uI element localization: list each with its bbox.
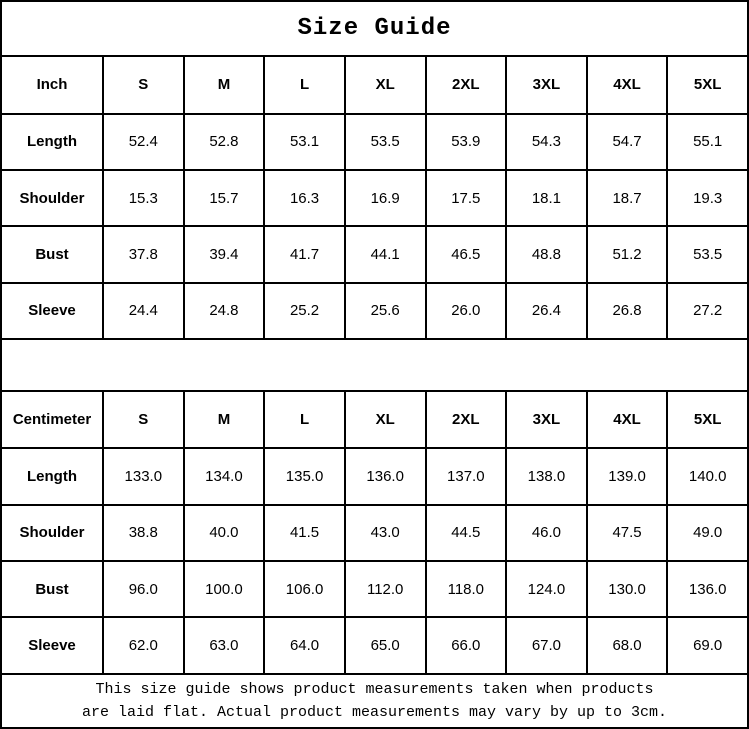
size-column-header: M bbox=[184, 391, 265, 448]
inch-header-row bbox=[1, 56, 748, 113]
inch-length-row bbox=[1, 114, 748, 170]
measurement-value: 112.0 bbox=[345, 561, 426, 617]
measurement-value: 139.0 bbox=[587, 448, 668, 504]
spacer-cell bbox=[1, 339, 748, 391]
measurement-value: 25.6 bbox=[345, 283, 426, 339]
measurement-value: 27.2 bbox=[667, 283, 748, 339]
measurement-value: 51.2 bbox=[587, 226, 668, 282]
measurement-value: 140.0 bbox=[667, 448, 748, 504]
measurement-label: Bust bbox=[1, 561, 103, 617]
measurement-value: 26.0 bbox=[426, 283, 507, 339]
footer-note-line1: This size guide shows product measurements taken when products bbox=[95, 680, 654, 698]
size-column-header: L bbox=[264, 391, 345, 448]
measurement-value: 53.1 bbox=[264, 114, 345, 170]
measurement-value: 53.9 bbox=[426, 114, 507, 170]
measurement-value: 26.4 bbox=[506, 283, 587, 339]
measurement-label: Length bbox=[1, 114, 103, 170]
measurement-value: 26.8 bbox=[587, 283, 668, 339]
measurement-value: 53.5 bbox=[667, 226, 748, 282]
measurement-value: 41.5 bbox=[264, 505, 345, 561]
inch-sleeve-row bbox=[1, 283, 748, 339]
measurement-value: 49.0 bbox=[667, 505, 748, 561]
measurement-label: Shoulder bbox=[1, 170, 103, 226]
size-column-header: XL bbox=[345, 56, 426, 113]
size-column-header: 5XL bbox=[667, 56, 748, 113]
measurement-value: 43.0 bbox=[345, 505, 426, 561]
measurement-label: Shoulder bbox=[1, 505, 103, 561]
measurement-value: 52.4 bbox=[103, 114, 184, 170]
measurement-value: 133.0 bbox=[103, 448, 184, 504]
measurement-value: 66.0 bbox=[426, 617, 507, 673]
size-column-header: S bbox=[103, 391, 184, 448]
size-column-header: 4XL bbox=[587, 391, 668, 448]
measurement-value: 69.0 bbox=[667, 617, 748, 673]
measurement-value: 62.0 bbox=[103, 617, 184, 673]
measurement-value: 18.1 bbox=[506, 170, 587, 226]
measurement-label: Length bbox=[1, 448, 103, 504]
size-column-header: M bbox=[184, 56, 265, 113]
inch-unit-header: Inch bbox=[1, 56, 103, 113]
measurement-value: 136.0 bbox=[667, 561, 748, 617]
cm-shoulder-row bbox=[1, 505, 748, 561]
measurement-value: 39.4 bbox=[184, 226, 265, 282]
size-column-header: 2XL bbox=[426, 56, 507, 113]
measurement-value: 53.5 bbox=[345, 114, 426, 170]
measurement-value: 130.0 bbox=[587, 561, 668, 617]
measurement-value: 136.0 bbox=[345, 448, 426, 504]
measurement-value: 65.0 bbox=[345, 617, 426, 673]
cm-bust-row bbox=[1, 561, 748, 617]
size-column-header: S bbox=[103, 56, 184, 113]
measurement-label: Sleeve bbox=[1, 617, 103, 673]
inch-bust-row bbox=[1, 226, 748, 282]
measurement-value: 118.0 bbox=[426, 561, 507, 617]
measurement-value: 24.4 bbox=[103, 283, 184, 339]
measurement-value: 41.7 bbox=[264, 226, 345, 282]
measurement-value: 15.7 bbox=[184, 170, 265, 226]
measurement-value: 46.0 bbox=[506, 505, 587, 561]
measurement-value: 17.5 bbox=[426, 170, 507, 226]
cm-length-row bbox=[1, 448, 748, 504]
measurement-value: 16.9 bbox=[345, 170, 426, 226]
measurement-value: 15.3 bbox=[103, 170, 184, 226]
measurement-value: 18.7 bbox=[587, 170, 668, 226]
measurement-value: 54.3 bbox=[506, 114, 587, 170]
measurement-value: 68.0 bbox=[587, 617, 668, 673]
size-column-header: L bbox=[264, 56, 345, 113]
measurement-value: 48.8 bbox=[506, 226, 587, 282]
size-column-header: 4XL bbox=[587, 56, 668, 113]
measurement-value: 40.0 bbox=[184, 505, 265, 561]
measurement-value: 19.3 bbox=[667, 170, 748, 226]
cm-unit-header: Centimeter bbox=[1, 391, 103, 448]
footer-note bbox=[1, 674, 748, 728]
measurement-label: Bust bbox=[1, 226, 103, 282]
inch-shoulder-row bbox=[1, 170, 748, 226]
size-column-header: 3XL bbox=[506, 56, 587, 113]
measurement-value: 134.0 bbox=[184, 448, 265, 504]
spacer-row bbox=[1, 339, 748, 391]
measurement-value: 124.0 bbox=[506, 561, 587, 617]
measurement-value: 137.0 bbox=[426, 448, 507, 504]
measurement-value: 16.3 bbox=[264, 170, 345, 226]
footer-row bbox=[1, 674, 748, 728]
measurement-value: 55.1 bbox=[667, 114, 748, 170]
measurement-value: 100.0 bbox=[184, 561, 265, 617]
page-title: Size Guide bbox=[1, 1, 748, 56]
measurement-value: 46.5 bbox=[426, 226, 507, 282]
size-column-header: 2XL bbox=[426, 391, 507, 448]
cm-header-row bbox=[1, 391, 748, 448]
measurement-value: 47.5 bbox=[587, 505, 668, 561]
size-column-header: XL bbox=[345, 391, 426, 448]
measurement-value: 54.7 bbox=[587, 114, 668, 170]
measurement-label: Sleeve bbox=[1, 283, 103, 339]
measurement-value: 25.2 bbox=[264, 283, 345, 339]
measurement-value: 52.8 bbox=[184, 114, 265, 170]
measurement-value: 67.0 bbox=[506, 617, 587, 673]
footer-note-line2: are laid flat. Actual product measurements may vary by up to 3cm. bbox=[81, 703, 668, 721]
measurement-value: 135.0 bbox=[264, 448, 345, 504]
size-column-header: 5XL bbox=[667, 391, 748, 448]
measurement-value: 64.0 bbox=[264, 617, 345, 673]
measurement-value: 38.8 bbox=[103, 505, 184, 561]
measurement-value: 106.0 bbox=[264, 561, 345, 617]
measurement-value: 96.0 bbox=[103, 561, 184, 617]
size-column-header: 3XL bbox=[506, 391, 587, 448]
measurement-value: 44.5 bbox=[426, 505, 507, 561]
title-row bbox=[1, 1, 748, 56]
measurement-value: 24.8 bbox=[184, 283, 265, 339]
cm-sleeve-row bbox=[1, 617, 748, 673]
measurement-value: 138.0 bbox=[506, 448, 587, 504]
measurement-value: 37.8 bbox=[103, 226, 184, 282]
measurement-value: 44.1 bbox=[345, 226, 426, 282]
measurement-value: 63.0 bbox=[184, 617, 265, 673]
